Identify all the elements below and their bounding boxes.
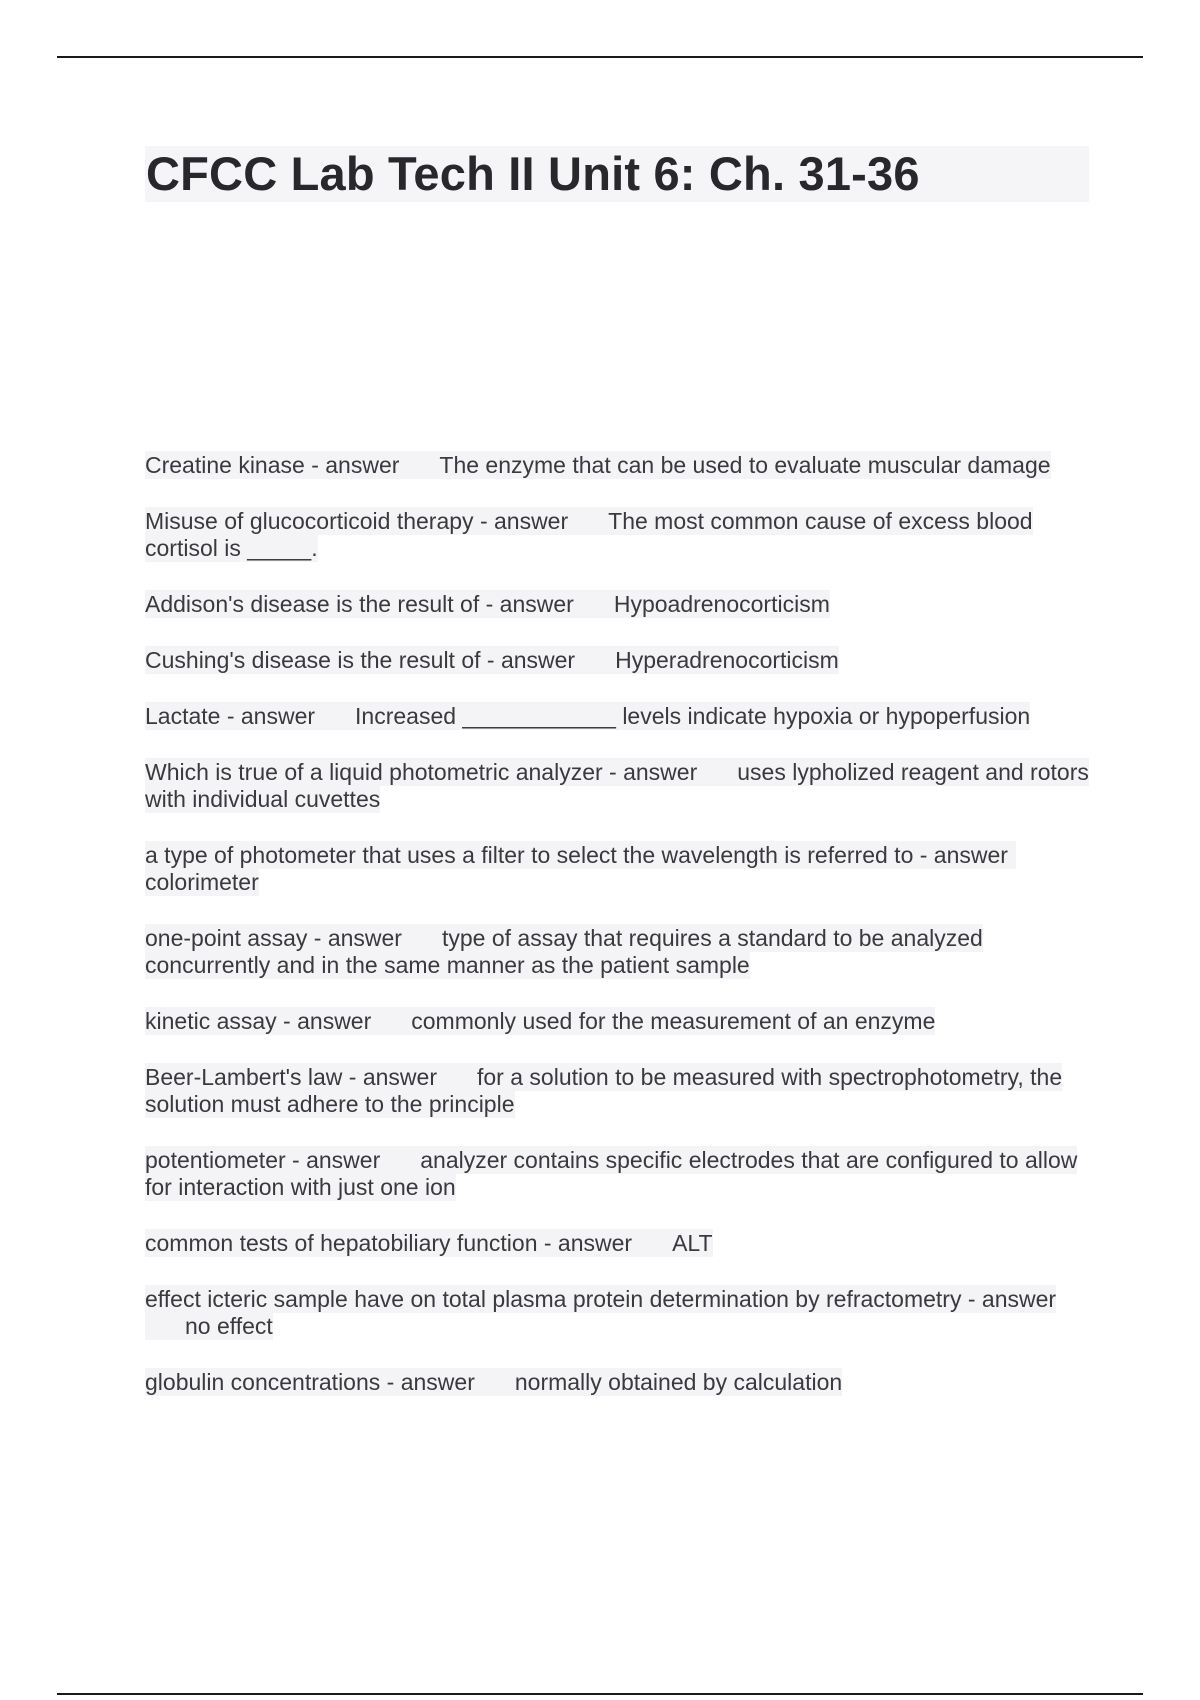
entry-definition: Hyperadrenocorticism — [615, 647, 839, 673]
flashcard-entry — [145, 508, 1089, 562]
title-block — [145, 146, 1089, 202]
flashcard-entry — [145, 1147, 1089, 1201]
entry-term: potentiometer - answer — [145, 1147, 381, 1173]
entry-term: Addison's disease is the result of - answer — [145, 591, 574, 617]
entry-definition: The enzyme that can be used to evaluate muscular damage — [439, 452, 1051, 478]
entry-definition: The most common cause of excess blood cortisol is _____. — [145, 508, 1033, 561]
flashcard-entry — [145, 925, 1089, 979]
flashcard-entry — [145, 703, 1089, 730]
entry-term: Creatine kinase - answer — [145, 452, 400, 478]
entry-definition: uses lypholized reagent and rotors with individual cuvettes — [145, 759, 1089, 812]
flashcard-entry — [145, 1008, 1089, 1035]
entry-term: a type of photometer that uses a filter to select the wavelength is referred to - answer — [145, 842, 1008, 868]
entry-term: Lactate - answer — [145, 703, 316, 729]
entry-definition: commonly used for the measurement of an enzyme — [411, 1008, 936, 1034]
entry-definition: no effect — [185, 1313, 273, 1339]
flashcard-entry — [145, 842, 1089, 896]
flashcard-entry — [145, 1230, 1089, 1257]
entry-definition: normally obtained by calculation — [514, 1369, 843, 1395]
entry-definition: analyzer contains specific electrodes that are configured to allow for interaction with just one ion — [145, 1147, 1078, 1200]
flashcard-entry — [145, 452, 1089, 479]
entry-term: Misuse of glucocorticoid therapy - answer — [145, 508, 569, 534]
flashcard-list — [145, 452, 1089, 1396]
entry-term: effect icteric sample have on total plasma protein determination by refractometry - answer — [145, 1286, 1057, 1312]
entry-definition: type of assay that requires a standard to be analyzed concurrently and in the same manner as the patient sample — [145, 925, 983, 978]
entry-term: common tests of hepatobiliary function - answer — [145, 1230, 633, 1256]
flashcard-entry — [145, 647, 1089, 674]
bottom-rule — [57, 1693, 1143, 1695]
entry-definition: for a solution to be measured with spectrophotometry, the solution must adhere to the principle — [145, 1064, 1063, 1117]
flashcard-entry — [145, 591, 1089, 618]
entry-term: kinetic assay - answer — [145, 1008, 372, 1034]
entry-term: one-point assay - answer — [145, 925, 402, 951]
entry-definition: ALT — [672, 1230, 713, 1256]
entry-definition: Increased ____________ levels indicate hypoxia or hypoperfusion — [355, 703, 1031, 729]
entry-definition: colorimeter — [145, 869, 259, 895]
flashcard-entry — [145, 1369, 1089, 1396]
flashcard-entry — [145, 1064, 1089, 1118]
entry-term: Cushing's disease is the result of - answer — [145, 647, 576, 673]
entry-term: Which is true of a liquid photometric analyzer - answer — [145, 759, 698, 785]
flashcard-entry — [145, 1286, 1089, 1340]
flashcard-entry — [145, 759, 1089, 813]
entry-definition: Hypoadrenocorticism — [613, 591, 830, 617]
page-title: CFCC Lab Tech II Unit 6: Ch. 31-36 — [146, 147, 920, 200]
entry-term: Beer-Lambert's law - answer — [145, 1064, 437, 1090]
entry-term: globulin concentrations - answer — [145, 1369, 475, 1395]
top-rule — [57, 56, 1143, 58]
